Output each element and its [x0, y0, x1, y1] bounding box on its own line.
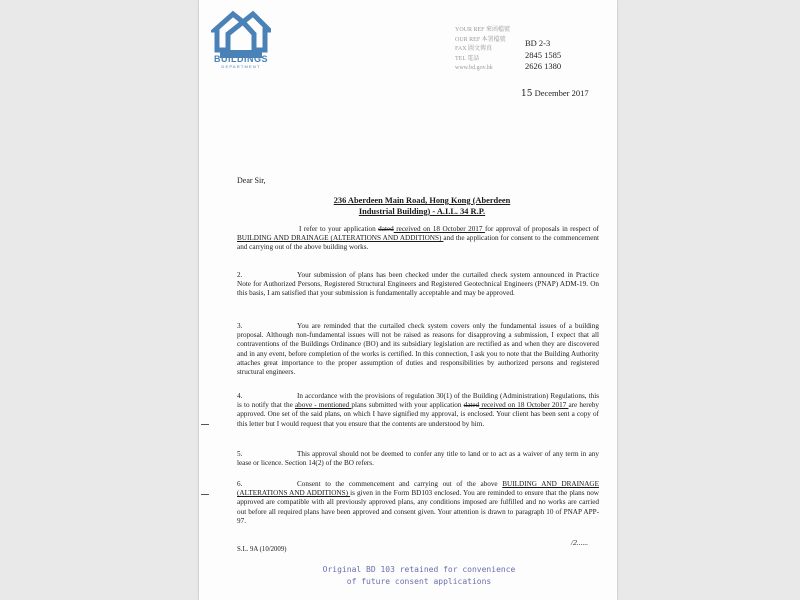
our-ref-value: BD 2-3 [525, 38, 551, 48]
letter-page [199, 0, 617, 600]
stamp-line-2: of future consent applications [346, 577, 492, 586]
p1-works-type: BUILDING AND DRAINAGE (ALTERATIONS AND ADDITIONS) [237, 234, 444, 243]
p1-text-e: and the application for consent to the commencement and carrying out of the above building works. [237, 234, 599, 252]
p4-text-a: In accordance with the provisions of regulation 30(1) of the Building (Administration) Regulations, this is to notify that the [237, 392, 599, 410]
website-label: www.bd.gov.hk [455, 65, 493, 71]
your-ref-label: YOUR REF 來函檔號 [455, 27, 511, 33]
subject-line-1: 236 Aberdeen Main Road, Hong Kong (Aberdeen [333, 196, 511, 205]
paragraph-5 [237, 450, 599, 468]
our-ref-label: OUR REF 本署檔號 [455, 36, 506, 43]
fax-value: 2845 1585 [525, 49, 562, 60]
p1-received-date: received on 18 October 2017 [393, 225, 485, 233]
reference-labels [455, 26, 510, 74]
p4-number: 4. [237, 392, 243, 400]
stamp-line-1: Original BD 103 retained for convenience [322, 565, 516, 574]
p6-text-a: Consent to the commencement and carrying out of the above [297, 480, 503, 488]
p6-works-type: BUILDING AND DRAINAGE (ALTERATIONS AND ADDITIONS) [237, 480, 599, 498]
p5-number: 5. [237, 450, 243, 458]
tel-label: TEL 電話 [455, 55, 480, 62]
p4-text-c: plans submitted with your application [351, 401, 464, 410]
subject-heading [307, 195, 537, 217]
date-month-year: December 2017 [534, 88, 589, 98]
logo-wordmark: BUILDINGS [214, 54, 268, 64]
paragraph-3 [237, 322, 599, 377]
p1-struck-word: dated [378, 225, 394, 233]
p6-number: 6. [237, 480, 243, 488]
retention-stamp [319, 564, 519, 588]
subject-line-2: Industrial Building) - A.I.L. 34 R.P. [358, 207, 486, 216]
p2-number: 2. [237, 271, 243, 279]
p2-text: Your submission of plans has been checked under the curtailed check system announced in Practice Note for Authorized Persons, Registered Structural Engineers and Registered Geotechnical Engineers (PNAP) ADM-19. On this basis, I am satisfied that your submission is fundamentally acceptable and may be approved. [237, 271, 599, 298]
date-day: 15 [521, 89, 533, 99]
paragraph-6 [237, 480, 599, 526]
p3-text: You are reminded that the curtailed check system covers only the fundamental issues of a building proposal. Although non-fundamental issues will not be raised as reasons for disapproving a submission, I expect that all contraventions of the Buildings Ordinance (BO) and its subsidiary legislation are rectified as and when they are discovered and in any event, before completion of the works is certified. In this connection, I ask you to note that the Building Authority attaches great importance to the proper assumption of duties and responsibilities by authorized persons and registered structural engineers. [237, 322, 599, 377]
tel-value: 2626 1380 [525, 61, 562, 71]
p4-text-e: are hereby approved. One set of the said plans, on which I have signified my approval, is enclosed. Your client has been sent a copy of this letter but I would request that you ensure that the contents are understood by him. [237, 401, 599, 428]
p3-number: 3. [237, 322, 243, 330]
paragraph-1 [237, 225, 599, 253]
fax-label: FAX 圖文傳真 [455, 46, 493, 52]
p1-text-a: I refer to your application [299, 225, 379, 233]
p5-text: This approval should not be deemed to confer any title to land or to act as a waiver of any term in any lease or licence. Section 14(2) of the BO refers. [237, 450, 599, 468]
paragraph-4 [237, 392, 599, 429]
p1-text-c: for approval of proposals in respect of [485, 225, 599, 233]
form-reference: S.L. 9A (10/2009) [237, 546, 287, 553]
p6-text-c: is given in the Form BD103 enclosed. You are reminded to ensure that the plans now approved are compatible with all previously approved plans, any conditions imposed are fulfilled and no works are carried out before all required plans have been approved and consent given. Your attention is drawn to paragraph 10 of PNAP APP-97. [237, 489, 599, 525]
letter-date [521, 88, 589, 99]
paragraph-2 [237, 271, 599, 299]
margin-mark [201, 494, 209, 495]
reference-values [525, 38, 561, 73]
margin-mark [201, 424, 209, 425]
salutation: Dear Sir, [237, 176, 266, 185]
page-continuation: /2...... [571, 538, 589, 547]
logo-subtitle: DEPARTMENT [221, 64, 261, 69]
p4-received-date: received on 18 October 2017 [479, 401, 569, 410]
p4-above-mentioned: above - mentioned [294, 401, 352, 410]
p4-struck-word: dated [463, 401, 480, 410]
